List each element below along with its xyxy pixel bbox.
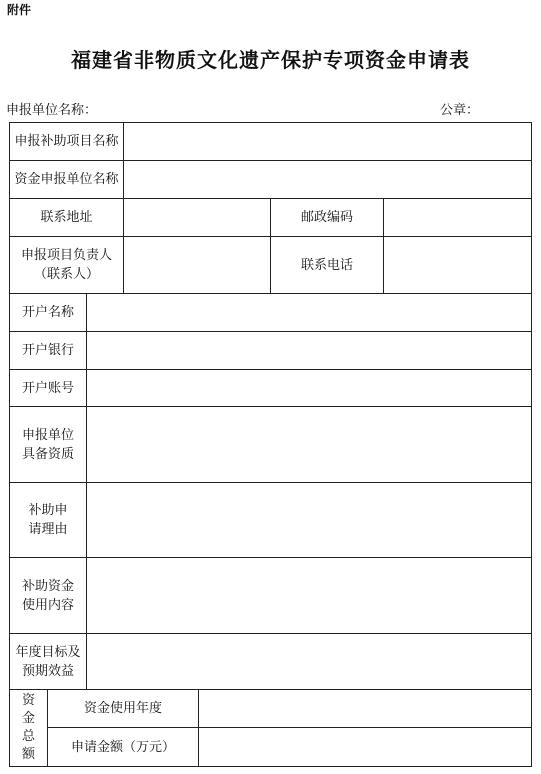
account-name-field[interactable] [87, 294, 531, 331]
contact-address-field[interactable] [124, 199, 270, 236]
postcode-label: 邮政编码 [300, 210, 353, 225]
form-title: 福建省非物质文化遗产保护专项资金申请表 [71, 48, 470, 72]
fund-usage-label-line2: 使用内容 [21, 597, 74, 613]
official-seal-label: 公章： [440, 103, 480, 118]
account-name-label: 开户名称 [21, 305, 74, 320]
account-number-label: 开户账号 [21, 380, 74, 396]
applicant-unit-name-label: 申报单位名称： [6, 103, 98, 118]
qualification-field[interactable] [87, 407, 531, 482]
contact-phone-label: 联系电话 [300, 257, 353, 273]
bank-label: 开户银行 [21, 343, 74, 358]
postcode-field[interactable] [384, 199, 531, 236]
project-principal-label-line2: （联系人） [33, 267, 99, 282]
qualification-label-line2: 具备资质 [21, 446, 74, 462]
subsidy-reason-label-line1: 补助申 [28, 503, 68, 518]
annual-goals-field[interactable] [87, 634, 531, 689]
qualification-label [10, 407, 86, 482]
bank-field[interactable] [87, 332, 531, 369]
subsidy-reason-label-line2: 请理由 [28, 522, 68, 537]
total-funds-char: 金 [21, 711, 35, 726]
contact-phone-field[interactable] [384, 237, 531, 293]
contact-address-label: 联系地址 [40, 210, 93, 225]
subsidy-reason-field[interactable] [87, 483, 531, 557]
fund-usage-label [10, 558, 86, 633]
fund-usage-label-line1: 补助资金 [21, 578, 74, 594]
fund-usage-field[interactable] [87, 558, 531, 633]
fund-usage-year-field[interactable] [199, 690, 531, 727]
total-funds-char: 资 [21, 693, 35, 708]
requested-amount-field[interactable] [199, 728, 531, 766]
total-funds-char: 额 [21, 747, 35, 762]
project-principal-label-line1: 申报项目负责人 [20, 248, 112, 263]
annual-goals-label [10, 634, 86, 689]
annual-goals-label-line2: 预期效益 [21, 663, 74, 679]
table-border-bottom [9, 766, 531, 767]
requested-amount-label: 申请金额（万元） [70, 739, 175, 755]
applicant-unit-label: 资金申报单位名称 [14, 172, 119, 187]
total-funds-label [10, 690, 47, 766]
project-name-field[interactable] [124, 123, 531, 160]
attachment-label: 附件 [7, 3, 32, 17]
table-border-right [531, 122, 532, 767]
applicant-unit-field[interactable] [124, 161, 531, 198]
project-name-label: 申报补助项目名称 [14, 134, 119, 149]
account-number-field[interactable] [87, 370, 531, 406]
fund-usage-year-label: 资金使用年度 [83, 701, 162, 716]
project-principal-field[interactable] [124, 237, 270, 293]
total-funds-char: 总 [21, 729, 35, 744]
annual-goals-label-line1: 年度目标及 [15, 644, 81, 660]
subsidy-reason-label [10, 483, 86, 557]
project-principal-label [10, 237, 123, 293]
qualification-label-line1: 申报单位 [21, 427, 74, 443]
